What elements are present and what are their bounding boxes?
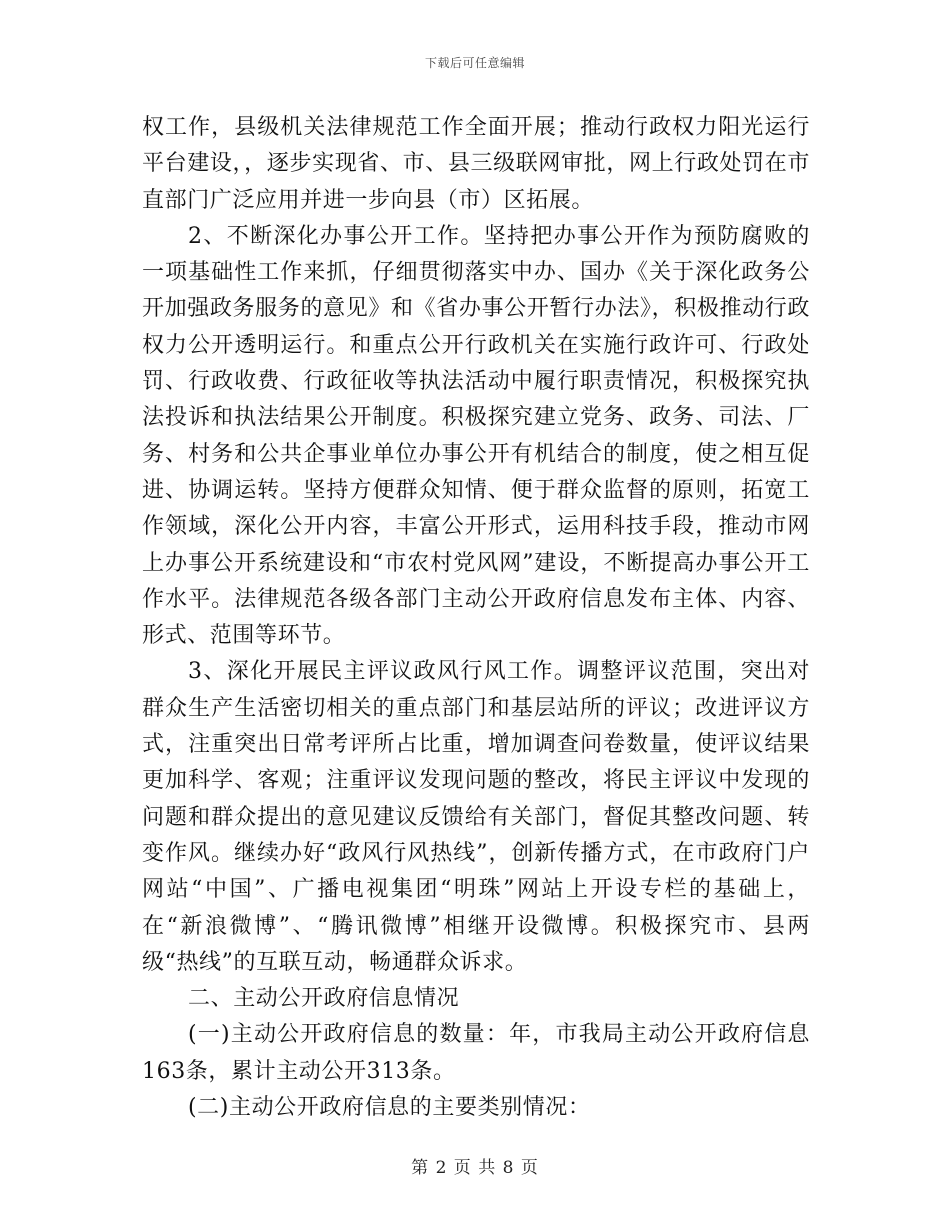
paragraph-subsection-2: (二)主动公开政府信息的主要类别情况： (188, 1095, 591, 1121)
page-number: 第 2 页 共 8 页 (411, 1158, 539, 1178)
document-body (142, 110, 810, 1126)
paragraph-item-3: 3、深化开展民主评议政风行风工作。调整评议范围，突出对群众生产生活密切相关的重点部门和基层站所的评议；改进评议方式，注重突出日常考评所占比重，增加调查问卷数量，使评议结果更加科学、客观；注重评议发现问题的整改，将民主评议中发现的问题和群众提出的意见建议反馈给有关部门，督促其整改问题、转变作风。继续办好“政风行风热线”，创新传播方式，在市政府门户网站“中国”、广播电视集团“明珠”网站上开设专栏的基础上，在“新浪微博”、“腾讯微博”相继开设微博。积极探究市、县两级“热线”的互联互动，畅通群众诉求。 (142, 659, 810, 975)
page-header: 下载后可任意编辑 (424, 56, 525, 70)
paragraph-item-2: 2、不断深化办事公开工作。坚持把办事公开作为预防腐败的一项基础性工作来抓，仔细贯彻落实中办、国办《关于深化政务公开加强政务服务的意见》和《省办事公开暂行办法》，积极推动行政权力公开透明运行。和重点公开行政机关在实施行政许可、行政处罚、行政收费、行政征收等执法活动中履行职责情况，积极探究执法投诉和执法结果公开制度。积极探究建立党务、政务、司法、厂务、村务和公共企事业单位办事公开有机结合的制度，使之相互促进、协调运转。坚持方便群众知情、便于群众监督的原则，拓宽工作领域，深化公开内容，丰富公开形式，运用科技手段，推动市网上办事公开系统建设和“市农村党风网”建设，不断提高办事公开工作水平。法律规范各级各部门主动公开政府信息发布主体、内容、形式、范围等环节。 (142, 223, 810, 649)
paragraph-continuation: 权工作，县级机关法律规范工作全面开展；推动行政权力阳光运行平台建设，，逐步实现省、市、县三级联网审批，网上行政处罚在市直部门广泛应用并进一步向县（市）区拓展。 (142, 115, 810, 213)
section-heading: 二、主动公开政府信息情况 (188, 986, 460, 1012)
paragraph-subsection-1: (一)主动公开政府信息的数量：年，市我局主动公开政府信息163条，累计主动公开313条。 (142, 1022, 810, 1084)
